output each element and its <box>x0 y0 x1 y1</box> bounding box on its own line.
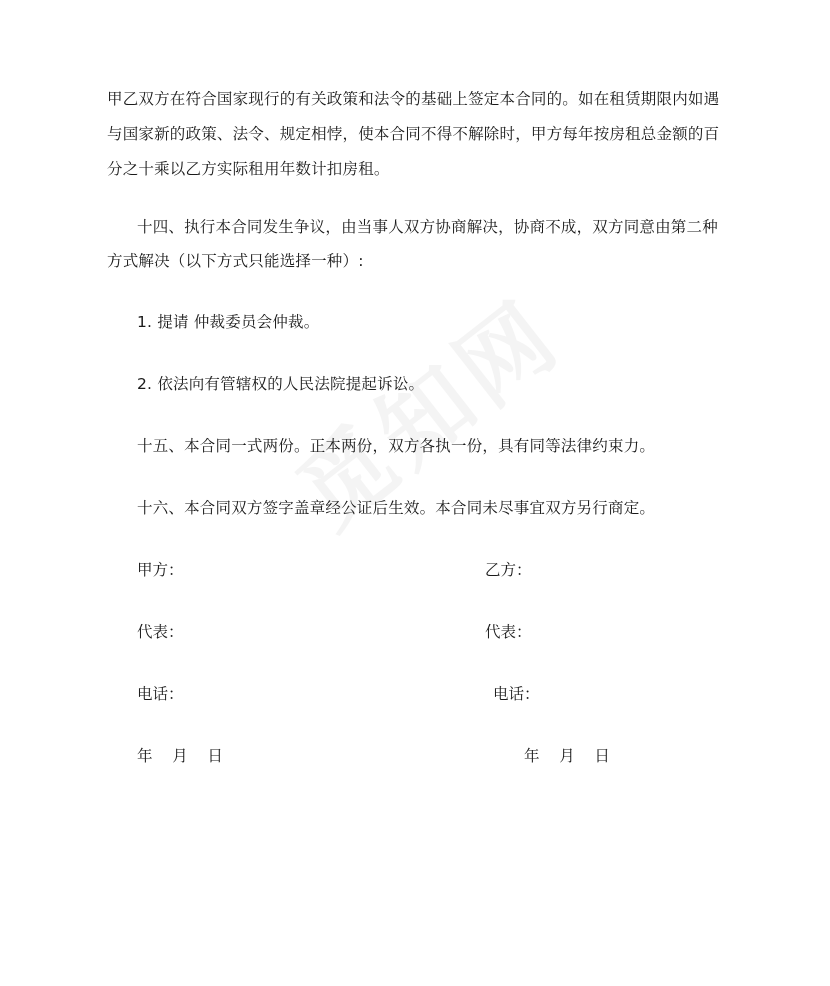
clause-14-line: 十四、执行本合同发生争议，由当事人双方协商解决，协商不成，双方同意由第二种 <box>137 218 718 236</box>
rep-b-label: 代表： <box>485 623 532 641</box>
rep-a-label: 代表： <box>137 623 184 641</box>
paragraph-line: 分之十乘以乙方实际租用年数计扣房租。 <box>107 160 390 178</box>
date-a: 年 月 日 <box>137 747 223 765</box>
date-b: 年 月 日 <box>524 747 610 765</box>
paragraph-line: 与国家新的政策、法令、规定相悖，使本合同不得不解除时，甲方每年按房租总金额的百 <box>107 125 720 143</box>
party-a-label: 甲方： <box>137 561 184 579</box>
dispute-option-2: 2. 依法向有管辖权的人民法院提起诉讼。 <box>137 375 425 393</box>
paragraph-line: 甲乙双方在符合国家现行的有关政策和法令的基础上签定本合同的。如在租赁期限内如遇 <box>107 90 720 108</box>
clause-15: 十五、本合同一式两份。正本两份，双方各执一份，具有同等法律约束力。 <box>137 437 656 455</box>
clause-14-line: 方式解决（以下方式只能选择一种）: <box>107 252 364 270</box>
phone-a-label: 电话： <box>137 685 184 703</box>
phone-b-label: 电话： <box>493 685 540 703</box>
party-b-label: 乙方： <box>485 561 532 579</box>
clause-16: 十六、本合同双方签字盖章经公证后生效。本合同未尽事宜双方另行商定。 <box>137 499 656 517</box>
dispute-option-1: 1. 提请 仲裁委员会仲裁。 <box>137 313 320 331</box>
